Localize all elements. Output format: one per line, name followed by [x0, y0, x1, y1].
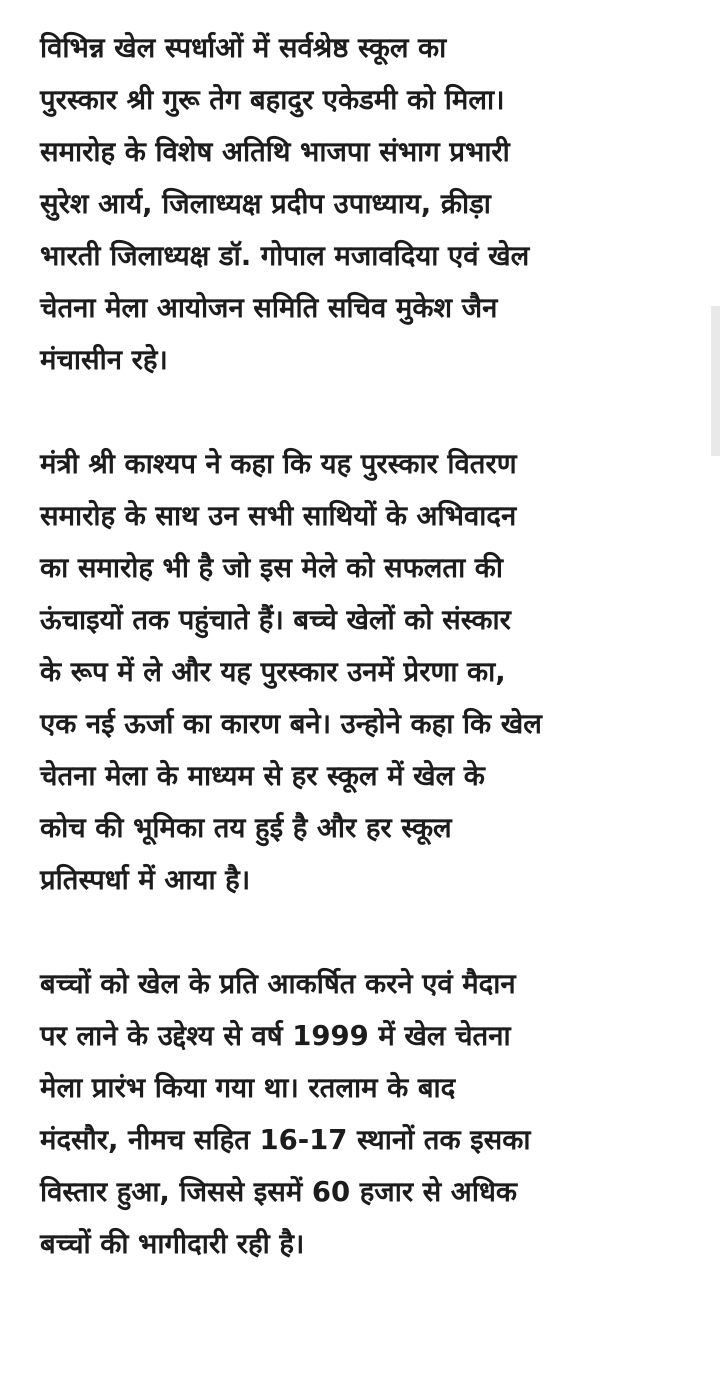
text-line: पुरस्कार श्री गुरू तेग बहादुर एकेडमी को मिला।: [40, 84, 505, 116]
text-line: ऊंचाइयों तक पहुंचाते हैं। बच्चे खेलों को संस्कार: [40, 604, 511, 636]
paragraph-award: [40, 22, 690, 386]
text-line: प्रतिस्पर्धा में आया है।: [40, 864, 251, 896]
text-line: चेतना मेला आयोजन समिति सचिव मुकेश जैन: [40, 292, 498, 324]
text-line: चेतना मेला के माध्यम से हर स्कूल में खेल के: [40, 760, 485, 792]
text-line: समारोह के साथ उन सभी साथियों के अभिवादन: [40, 500, 517, 532]
text-line: समारोह के विशेष अतिथि भाजपा संभाग प्रभारी: [40, 136, 510, 168]
text-line: विभिन्न खेल स्पर्धाओं में सर्वश्रेष्ठ स्कूल का: [40, 32, 447, 64]
text-line: सुरेश आर्य, जिलाध्यक्ष प्रदीप उपाध्याय, क्रीड़ा: [40, 188, 491, 220]
text-line: बच्चों को खेल के प्रति आकर्षित करने एवं मैदान: [40, 968, 516, 1000]
text-line: के रूप में ले और यह पुरस्कार उनमें प्रेरणा का,: [40, 656, 506, 688]
text-line: बच्चों की भागीदारी रही है।: [40, 1228, 305, 1260]
text-line: भारती जिलाध्यक्ष डॉ. गोपाल मजावदिया एवं खेल: [40, 240, 530, 272]
paragraph-history: [40, 958, 690, 1270]
paragraph-minister-speech: [40, 438, 690, 906]
text-line: पर लाने के उद्देश्य से वर्ष 1999 में खेल चेतना: [40, 1020, 511, 1052]
text-line: एक नई ऊर्जा का कारण बने। उन्होने कहा कि खेल: [40, 708, 542, 740]
text-line: का समारोह भी है जो इस मेले को सफलता की: [40, 552, 504, 584]
scrollbar[interactable]: [711, 306, 720, 456]
text-line: मेला प्रारंभ किया गया था। रतलाम के बाद: [40, 1072, 456, 1104]
article-body: [40, 22, 690, 1270]
text-line: मंचासीन रहे।: [40, 344, 168, 376]
text-line: कोच की भूमिका तय हुई है और हर स्कूल: [40, 812, 452, 844]
text-line: मंत्री श्री काश्यप ने कहा कि यह पुरस्कार वितरण: [40, 448, 517, 480]
text-line: मंदसौर, नीमच सहित 16-17 स्थानों तक इसका: [40, 1124, 531, 1156]
text-line: विस्तार हुआ, जिससे इसमें 60 हजार से अधिक: [40, 1176, 517, 1208]
